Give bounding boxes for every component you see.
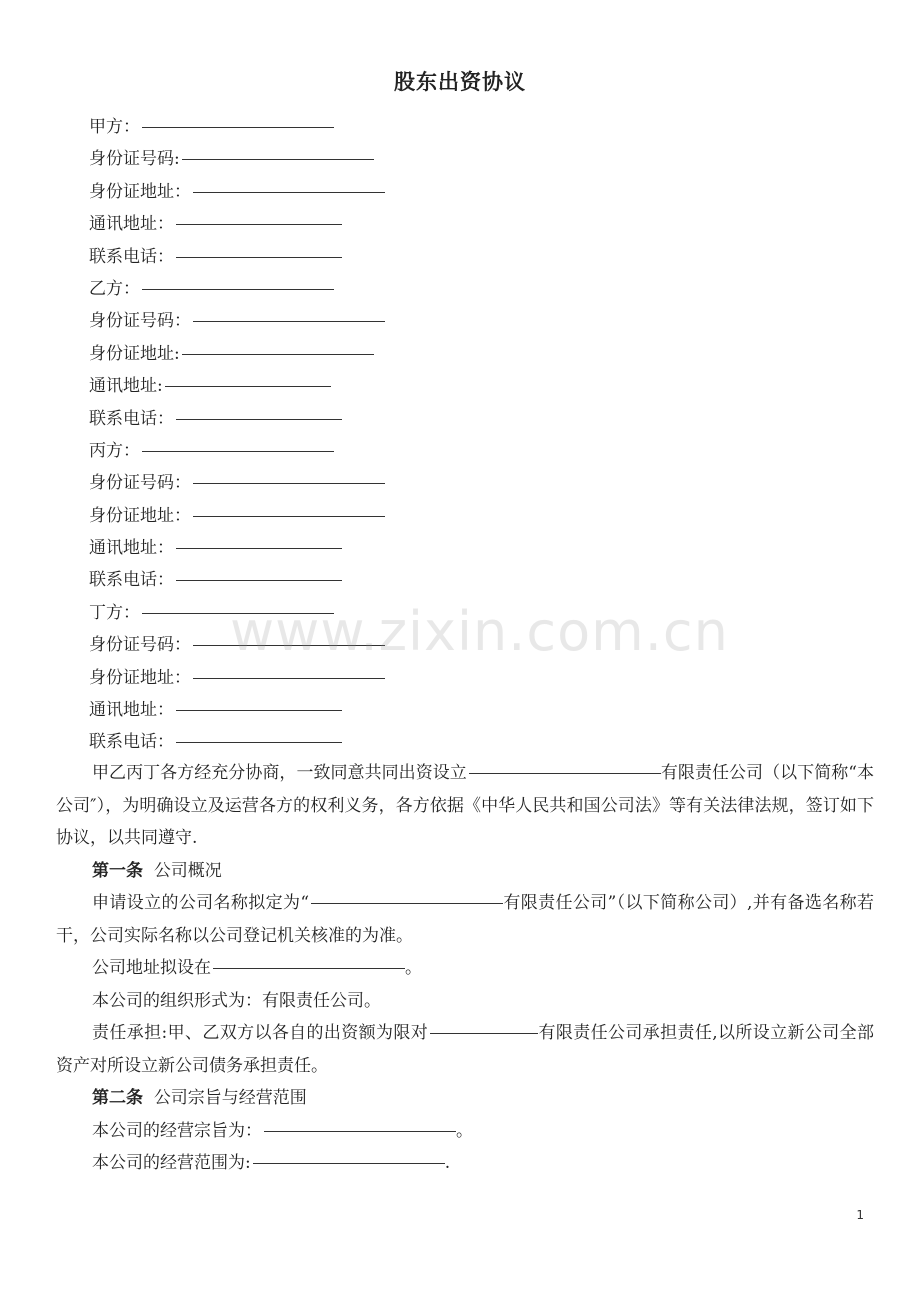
fill-blank bbox=[193, 644, 385, 646]
field-label: 身份证号码： bbox=[89, 311, 191, 332]
article-1-paragraph-4 bbox=[56, 1017, 874, 1082]
field-label: 丁方： bbox=[89, 602, 140, 623]
party-d-mail-address-field bbox=[89, 694, 385, 726]
fill-blank bbox=[193, 515, 385, 517]
fill-blank bbox=[193, 191, 385, 193]
field-label: 通讯地址: bbox=[89, 376, 163, 397]
article-2-heading bbox=[56, 1082, 874, 1115]
article-number: 第一条 bbox=[92, 860, 143, 881]
party-b-id-field bbox=[89, 305, 385, 337]
intro-text-after: 有限责任公司（以下简称“本公司″），为明确设立及运营各方的权利义务，各方依据《中华人民共和国公司法》等有关法律法规，签订如下协议，以共同遵守. bbox=[56, 763, 875, 848]
paragraph-text: 本公司的经营宗旨为： bbox=[92, 1120, 262, 1141]
party-b-field bbox=[89, 273, 385, 305]
party-c-id-address-field bbox=[89, 500, 385, 532]
field-label: 联系电话： bbox=[89, 408, 174, 429]
page-number: 1 bbox=[856, 1208, 864, 1222]
fill-blank bbox=[182, 158, 374, 160]
fill-blank bbox=[165, 385, 331, 387]
fill-blank bbox=[176, 223, 342, 225]
paragraph-text: 。 bbox=[456, 1120, 473, 1141]
fill-blank bbox=[142, 612, 334, 614]
party-info-list bbox=[89, 111, 385, 759]
article-2-paragraph-1 bbox=[56, 1115, 874, 1148]
field-label: 联系电话： bbox=[89, 570, 174, 591]
article-1-paragraph-1 bbox=[56, 887, 874, 952]
article-number: 第二条 bbox=[92, 1088, 143, 1108]
article-1-heading bbox=[56, 855, 874, 888]
fill-blank bbox=[176, 579, 342, 581]
paragraph-text: 责任承担:甲、乙双方以各自的出资额为限对 bbox=[92, 1023, 429, 1043]
party-a-field bbox=[89, 111, 385, 143]
article-1-paragraph-2 bbox=[56, 952, 874, 985]
fill-blank bbox=[264, 1130, 456, 1132]
article-2-paragraph-2 bbox=[56, 1147, 874, 1180]
field-label: 联系电话： bbox=[89, 732, 174, 753]
field-label: 身份证地址： bbox=[89, 667, 191, 688]
fill-blank bbox=[142, 288, 334, 290]
fill-blank bbox=[176, 256, 342, 258]
party-d-phone-field bbox=[89, 726, 385, 758]
fill-blank bbox=[182, 353, 374, 355]
fill-blank bbox=[193, 320, 385, 322]
party-c-mail-address-field bbox=[89, 532, 385, 564]
fill-blank bbox=[311, 902, 503, 904]
party-c-phone-field bbox=[89, 564, 385, 596]
fill-blank bbox=[213, 967, 405, 969]
party-a-phone-field bbox=[89, 241, 385, 273]
intro-text-before: 甲乙丙丁各方经充分协商，一致同意共同出资设立 bbox=[92, 763, 467, 783]
party-a-mail-address-field bbox=[89, 208, 385, 240]
party-b-id-address-field bbox=[89, 338, 385, 370]
intro-paragraph bbox=[56, 757, 874, 855]
field-label: 通讯地址： bbox=[89, 538, 174, 559]
paragraph-text: 有限责任公司承担责任,以所设立新公司全部资产对所设立新公司债务承担责任。 bbox=[56, 1023, 874, 1076]
fill-blank bbox=[176, 709, 342, 711]
fill-blank bbox=[430, 1032, 538, 1034]
fill-blank bbox=[193, 482, 385, 484]
party-d-id-field bbox=[89, 629, 385, 661]
field-label: 乙方： bbox=[89, 278, 140, 299]
field-label: 身份证号码: bbox=[89, 149, 180, 170]
paragraph-text: . bbox=[444, 1153, 451, 1173]
watermark-text: www.zixin.com.cn bbox=[230, 600, 729, 663]
party-b-phone-field bbox=[89, 403, 385, 435]
field-label: 身份证号码： bbox=[89, 473, 191, 494]
party-a-id-field bbox=[89, 143, 385, 175]
fill-blank bbox=[142, 450, 334, 452]
field-label: 身份证号码： bbox=[89, 635, 191, 656]
field-label: 身份证地址： bbox=[89, 181, 191, 202]
company-name-blank bbox=[469, 772, 661, 774]
party-d-id-address-field bbox=[89, 662, 385, 694]
fill-blank bbox=[176, 741, 342, 743]
party-a-id-address-field bbox=[89, 176, 385, 208]
article-heading: 公司概况 bbox=[153, 860, 222, 881]
field-label: 身份证地址： bbox=[89, 505, 191, 526]
paragraph-text: 本公司的经营范围为: bbox=[92, 1153, 251, 1173]
field-label: 通讯地址： bbox=[89, 214, 174, 235]
paragraph-text: 公司地址拟设在 bbox=[92, 958, 211, 978]
party-c-id-field bbox=[89, 467, 385, 499]
paragraph-text: 申请设立的公司名称拟定为“ bbox=[92, 893, 310, 913]
fill-blank bbox=[193, 677, 385, 679]
article-heading: 公司宗旨与经营范围 bbox=[153, 1088, 307, 1108]
field-label: 身份证地址: bbox=[89, 343, 180, 364]
party-b-mail-address-field bbox=[89, 370, 385, 402]
fill-blank bbox=[253, 1162, 445, 1164]
article-1-paragraph-3: 本公司的组织形式为：有限责任公司。 bbox=[92, 990, 381, 1011]
field-label: 联系电话： bbox=[89, 246, 174, 267]
paragraph-text: 。 bbox=[405, 958, 422, 978]
document-title: 股东出资协议 bbox=[394, 69, 526, 94]
paragraph-text: 有限责任公司”（以下简称公司）,并有备选名称若干，公司实际名称以公司登记机关核准的为准。 bbox=[56, 893, 874, 946]
field-label: 通讯地址： bbox=[89, 700, 174, 721]
field-label: 丙方： bbox=[89, 440, 140, 461]
fill-blank bbox=[176, 547, 342, 549]
field-label: 甲方： bbox=[89, 117, 140, 137]
party-c-field bbox=[89, 435, 385, 467]
fill-blank bbox=[176, 418, 342, 420]
fill-blank bbox=[142, 126, 334, 128]
agreement-body bbox=[56, 757, 874, 1180]
party-d-field bbox=[89, 597, 385, 629]
